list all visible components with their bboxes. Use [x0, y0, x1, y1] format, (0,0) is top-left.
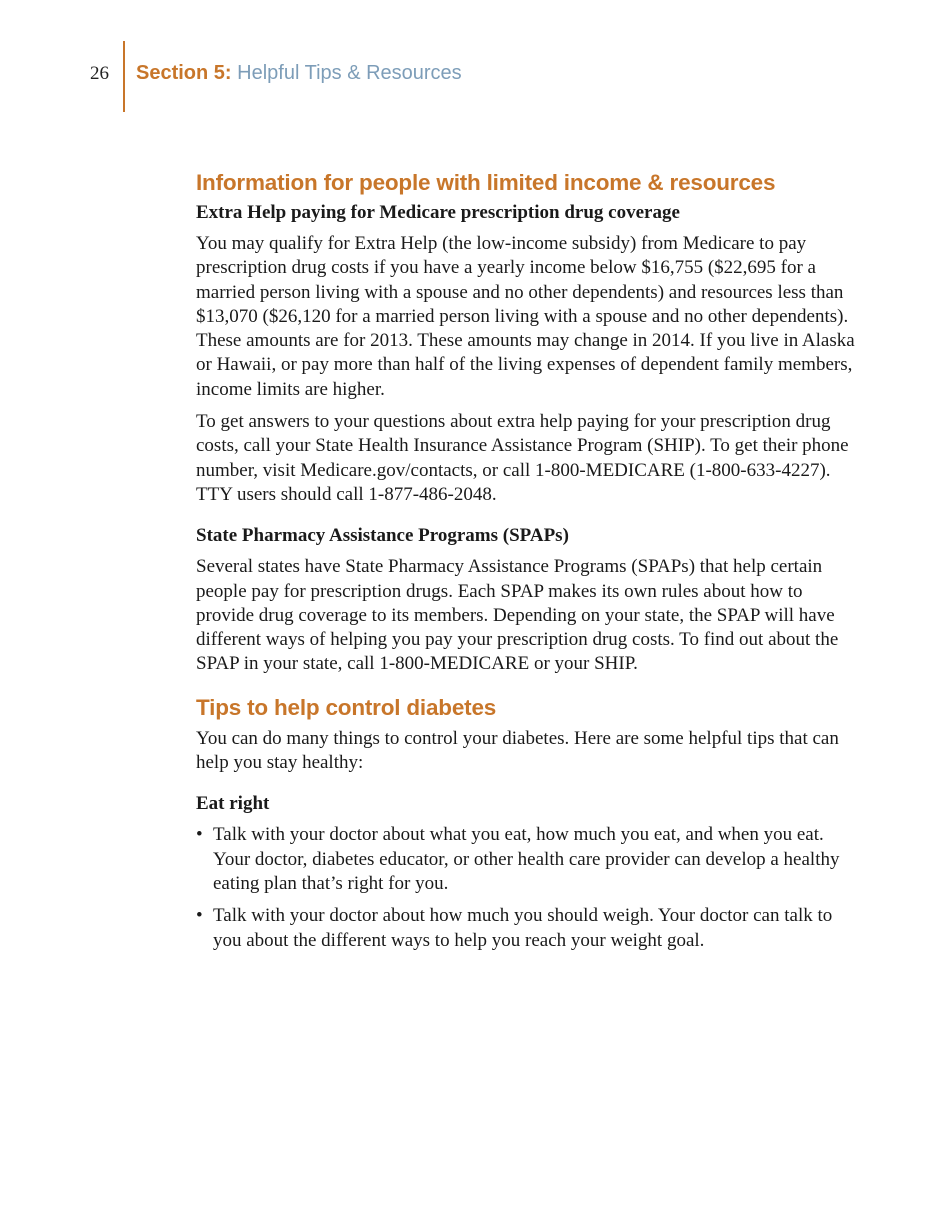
spap-paragraph: Several states have State Pharmacy Assistance Programs (SPAPs) that help certain people pay for prescription drugs. Each SPAP makes its own rules about how to provide drug coverage to its members. Depending on your state, the SPAP will have different ways of helping you pay your prescription drug costs. To find out about the SPAP in your state, call 1-800-MEDICARE or your SHIP. — [196, 556, 839, 675]
bullet-icon: • — [196, 824, 203, 846]
section-label: Section 5: — [136, 62, 232, 84]
page-number: 26 — [90, 63, 109, 84]
list-item — [196, 823, 856, 896]
limited-income-heading: Information for people with limited income & resources — [196, 170, 776, 195]
header-divider — [123, 41, 125, 112]
ship-paragraph: To get answers to your questions about extra help paying for your prescription drug costs, call your State Health Insurance Assistance Program (SHIP). To get their phone number, visit Medicare.gov/contacts, or call 1-800-MEDICARE (1-800-633-4227). TTY users should call 1-877-486-2048. — [196, 411, 849, 505]
eat-right-heading: Eat right — [196, 793, 270, 815]
spap-heading: State Pharmacy Assistance Programs (SPAPs) — [196, 525, 569, 547]
running-head — [136, 62, 462, 85]
eat-right-list — [196, 823, 856, 952]
extra-help-heading: Extra Help paying for Medicare prescription drug coverage — [196, 202, 680, 223]
list-item — [196, 904, 856, 953]
page-content — [196, 170, 856, 961]
diabetes-heading: Tips to help control diabetes — [196, 694, 497, 720]
list-item-text: Talk with your doctor about how much you should weigh. Your doctor can talk to you about the different ways to help you reach your weight goal. — [213, 905, 833, 951]
extra-help-paragraph: You may qualify for Extra Help (the low-income subsidy) from Medicare to pay prescription drug costs if you have a yearly income below $16,755 ($22,695 for a married person living with a spouse and no other dependents) and resources less than $13,070 ($26,120 for a married person living with a spouse and no other dependents). These amounts are for 2013. These amounts may change in 2014. If you live in Alaska or Hawaii, or pay more than half of the living expenses of dependent family members, income limits are higher. — [196, 233, 855, 400]
list-item-text: Talk with your doctor about what you eat, how much you eat, and when you eat. Your doctor, diabetes educator, or other health care provider can develop a healthy eating plan that’s right for you. — [213, 824, 840, 894]
bullet-icon: • — [196, 905, 203, 927]
diabetes-intro: You can do many things to control your diabetes. Here are some helpful tips that can help you stay healthy: — [196, 727, 839, 774]
section-title: Helpful Tips & Resources — [237, 62, 462, 84]
